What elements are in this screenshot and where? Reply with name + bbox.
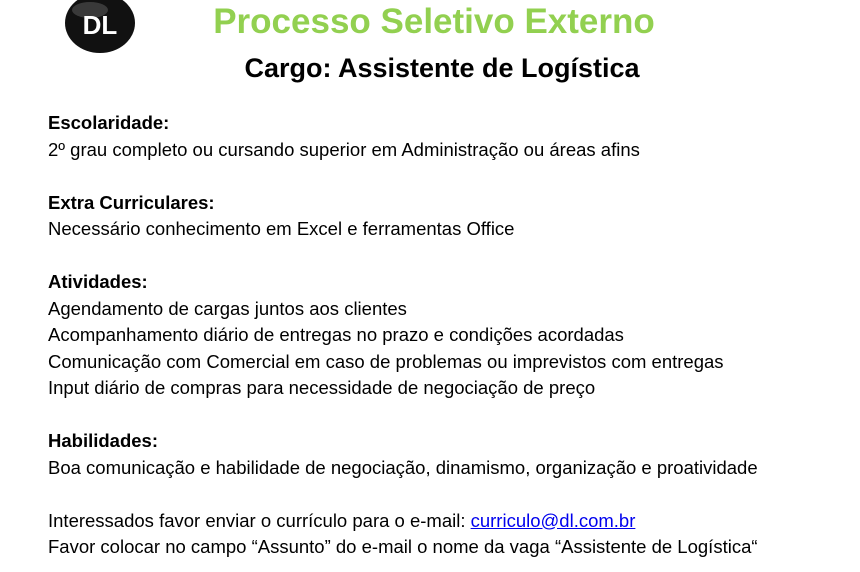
section-line: Acompanhamento diário de entregas no prazo e condições acordadas: [48, 324, 624, 345]
section-skills: [48, 428, 848, 481]
section-line: Comunicação com Comercial em caso de problemas ou imprevistos com entregas: [48, 350, 724, 372]
section-line: 2º grau completo ou cursando superior em Administração ou áreas afins: [48, 138, 640, 160]
section-heading: Escolaridade:: [48, 112, 170, 133]
section-line: Agendamento de cargas juntos aos clientes: [48, 297, 407, 319]
section-education: [48, 110, 848, 163]
page-title: Processo Seletivo Externo: [213, 2, 655, 41]
job-description: [48, 110, 848, 561]
section-heading: Habilidades:: [48, 430, 158, 451]
contact-line: [48, 508, 848, 535]
logo-text: DL: [82, 10, 118, 40]
section-contact: [48, 508, 848, 561]
job-title: Cargo: Assistente de Logística: [244, 53, 640, 83]
section-heading: Extra Curriculares:: [48, 191, 215, 213]
section-heading: Atividades:: [48, 271, 148, 292]
section-line: Boa comunicação e habilidade de negociação, dinamismo, organização e proatividade: [48, 456, 758, 478]
email-prefix: Interessados favor enviar o currículo para o e-mail:: [48, 509, 471, 531]
subject-note: Favor colocar no campo “Assunto” do e-mail o nome da vaga “Assistente de Logística“: [48, 536, 758, 557]
section-line: Necessário conhecimento em Excel e ferramentas Office: [48, 218, 515, 239]
email-link[interactable]: curriculo@dl.com.br: [470, 509, 636, 531]
section-line: Input diário de compras para necessidade de negociação de preço: [48, 377, 596, 398]
section-activities: [48, 269, 848, 402]
section-extracurricular: [48, 190, 848, 243]
